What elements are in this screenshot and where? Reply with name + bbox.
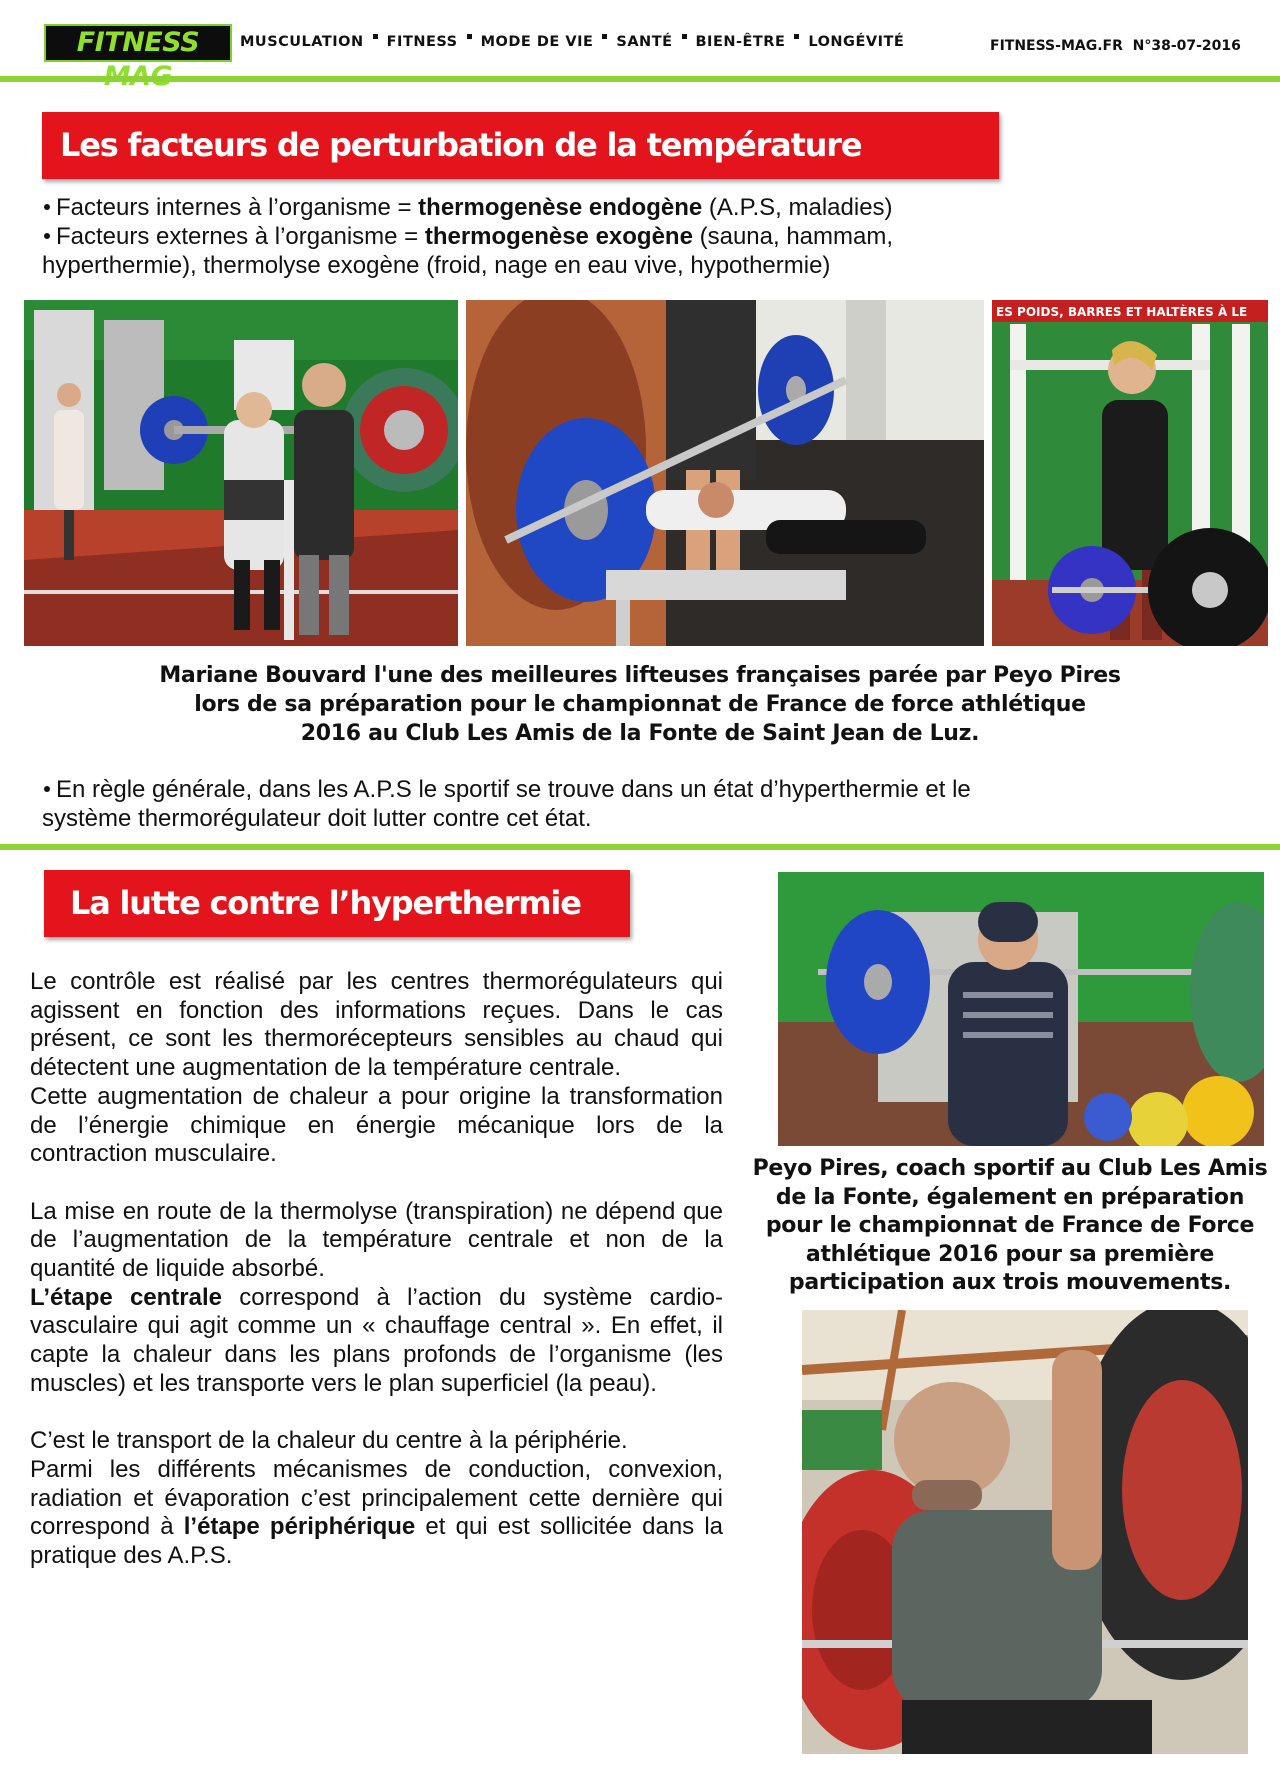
- body-paragraph: La mise en route de la thermolyse (transpiration) ne dépend que de l’augmentation de la température centrale et non de la quantité de liquide absorbé.: [30, 1197, 723, 1283]
- bullet-internal: [42, 193, 1022, 222]
- nav-item-mode-de-vie[interactable]: MODE DE VIE: [480, 34, 594, 50]
- nav-separator: [794, 34, 799, 39]
- body-paragraph-peripheral-stage: [30, 1456, 723, 1571]
- bullet-external: [42, 222, 1022, 251]
- caption-line: Peyo Pires, coach sportif au Club Les Amis: [752, 1156, 1268, 1181]
- body-paragraph: Le contrôle est réalisé par les centres thermorégulateurs qui agissent en fonction des informations reçues. Dans le cas présent, ce sont les thermorécepteurs sensibles au chaud qui détectent une augmentation de la température centrale.: [30, 968, 723, 1082]
- section-divider: [0, 844, 1280, 850]
- bullet-bold: thermogenèse endogène: [418, 194, 703, 221]
- nav-item-musculation[interactable]: MUSCULATION: [240, 34, 364, 50]
- body-text: correspond à l’action du système cardio-vasculaire qui agit comme un « chauffage central ». En effet, il capte la chaleur dans les plans profonds de l’organisme (les muscles) et les transporte vers le plan superficiel (la peau).: [30, 1283, 723, 1397]
- bullet-text: En règle générale, dans les A.P.S le sportif se trouve dans un état d’hyperthermie et le: [56, 776, 971, 803]
- bullet-dot: [44, 786, 50, 792]
- photo-deadlift: [992, 300, 1268, 646]
- photo-bench-press: [466, 300, 984, 646]
- bullet-list-factors: [42, 193, 1022, 280]
- bullet-text: (sauna, hammam,: [692, 223, 894, 250]
- bullet-general-cont: système thermorégulateur doit lutter contre cet état.: [42, 805, 592, 832]
- body-paragraph: C’est le transport de la chaleur du centre à la périphérie.: [30, 1427, 628, 1455]
- bullet-dot: [44, 204, 50, 210]
- bullet-bold: thermogenèse exogène: [424, 223, 693, 250]
- caption-line: athlétique 2016 pour sa première: [805, 1241, 1215, 1267]
- section-nav: [240, 34, 904, 50]
- nav-item-sante[interactable]: SANTÉ: [616, 34, 673, 50]
- nav-item-longevite[interactable]: LONGÉVITÉ: [808, 34, 905, 50]
- paragraph-hyperthermia-general: [42, 775, 1082, 833]
- body-paragraph: Cette augmentation de chaleur a pour origine la transformation de l’énergie chimique en énergie mécanique lors de la contraction musculaire.: [30, 1082, 723, 1168]
- body-text: et qui est sollicitée dans la pratique des A.P.S.: [30, 1513, 724, 1570]
- body-text: Parmi les différents mécanismes de conduction, convexion, radiation et évaporation c’est principalement cette dernière qui correspond à: [30, 1455, 723, 1541]
- bold-term: l’étape périphérique: [183, 1513, 416, 1541]
- caption-line: de la Fonte, également en préparation: [775, 1184, 1245, 1210]
- bullet-external-cont: hyperthermie), thermolyse exogène (froid, nage en eau vive, hypothermie): [42, 252, 831, 279]
- photo-coach-squat: [778, 872, 1264, 1146]
- photo-coach-bench: [802, 1310, 1248, 1754]
- paragraph-gap: [30, 1399, 723, 1428]
- brand-logo[interactable]: [44, 24, 232, 62]
- nav-item-bien-etre[interactable]: BIEN-ÊTRE: [695, 34, 786, 50]
- bullet-text: Facteurs internes à l’organisme =: [56, 194, 419, 221]
- nav-separator: [682, 34, 687, 39]
- caption-line: participation aux trois mouvements.: [788, 1270, 1232, 1295]
- section-title-perturbation: Les facteurs de perturbation de la température: [42, 112, 999, 179]
- caption-line: pour le championnat de France de Force: [765, 1213, 1255, 1238]
- nav-separator: [467, 34, 472, 39]
- article-body: [30, 968, 723, 1571]
- nav-item-fitness[interactable]: FITNESS: [386, 34, 458, 50]
- bold-term: L’étape centrale: [30, 1283, 222, 1311]
- photo-squat-spotter: [24, 300, 458, 646]
- header-divider: [0, 76, 1280, 82]
- caption-line: lors de sa préparation pour le championnat de France de force athlétique: [194, 692, 1086, 717]
- bullet-text: (A.P.S, maladies): [702, 194, 893, 221]
- issue-number: FITNESS-MAG.FR N°38-07-2016: [990, 38, 1241, 54]
- bullet-dot: [44, 233, 50, 239]
- caption-peyo: [740, 1155, 1280, 1298]
- caption-line: Mariane Bouvard l'une des meilleures lifteuses françaises parée par Peyo Pires: [159, 663, 1121, 688]
- paragraph-gap: [30, 1169, 723, 1198]
- photo-sign-text: ES POIDS, BARRES ET HALTÈRES À LE: [996, 305, 1248, 319]
- nav-separator: [373, 34, 378, 39]
- bullet-text: Facteurs externes à l’organisme =: [56, 223, 425, 250]
- logo-text: FITNESS: [76, 27, 200, 58]
- nav-separator: [602, 34, 607, 39]
- body-paragraph-central-stage: [30, 1284, 723, 1399]
- section-title-hyperthermie: La lutte contre l’hyperthermie: [44, 870, 630, 937]
- bullet-general: [42, 775, 1082, 804]
- caption-mariane: [70, 661, 1210, 748]
- caption-line: 2016 au Club Les Amis de la Fonte de Saint Jean de Luz.: [300, 721, 980, 746]
